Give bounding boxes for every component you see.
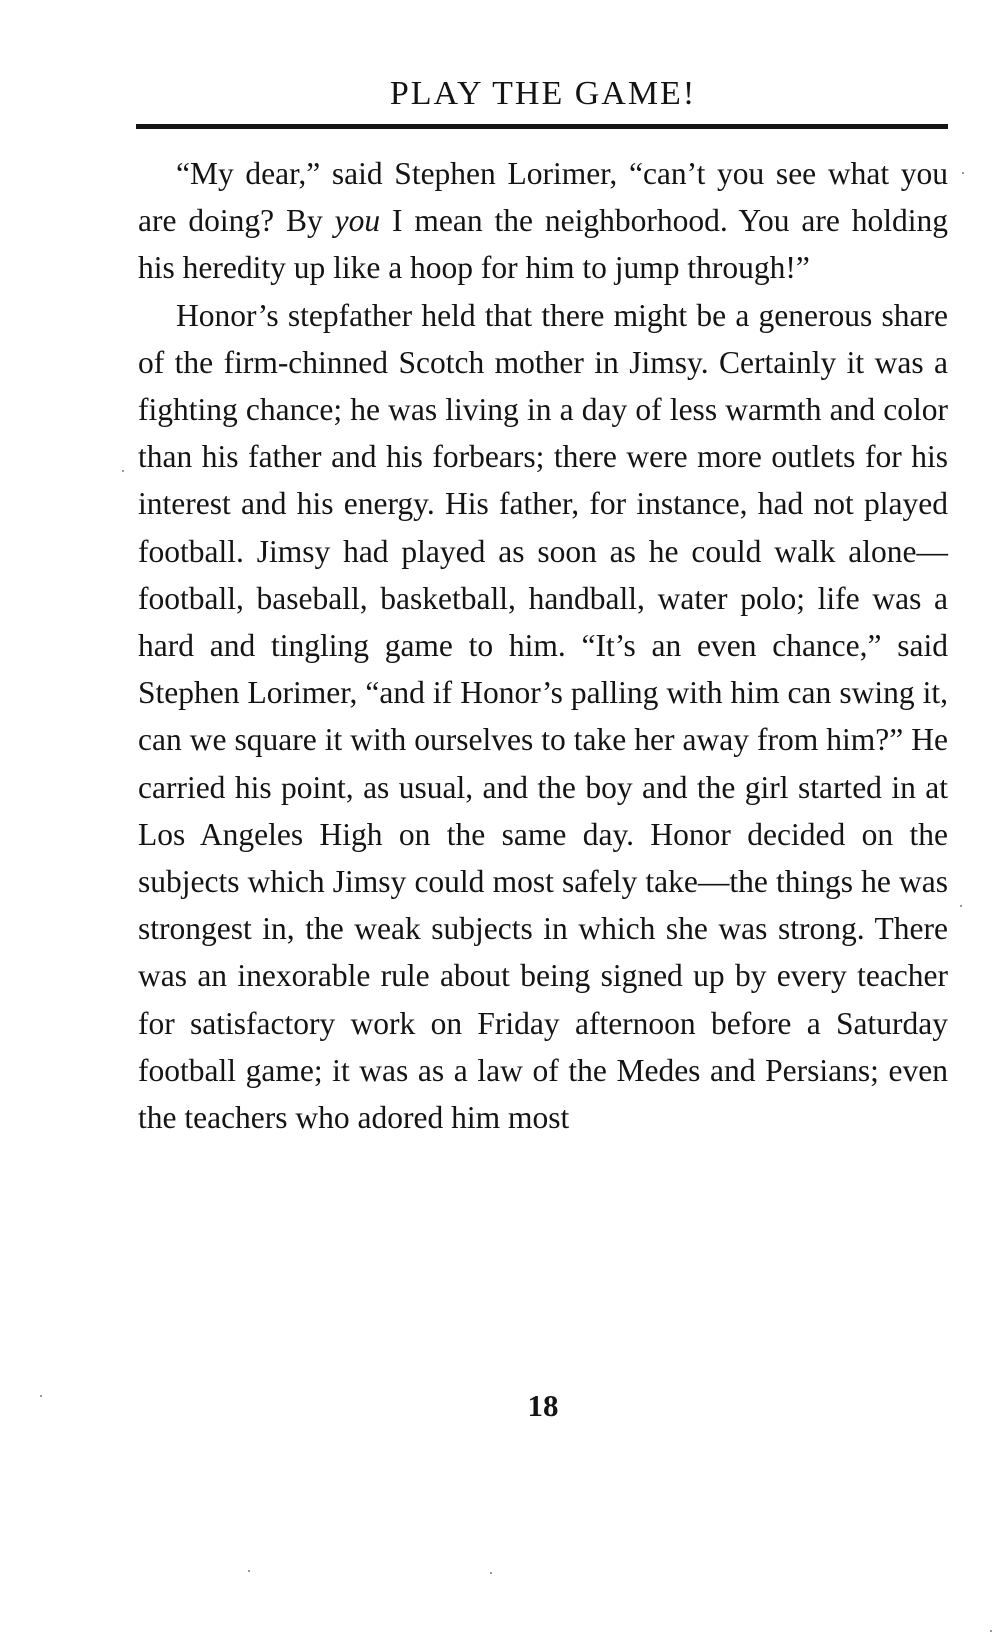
paragraph-1-text-a: “My dear,” said Stephen Lorimer, “can’t you see what you are doing? By [138,156,948,239]
paper-speck [40,1395,42,1397]
paragraph-1-emphasis: you [334,203,381,239]
paper-speck [248,1570,250,1572]
paragraph-2: Honor’s stepfather held that there might be a generous share of the firm-chinned Scotch mother in Jimsy. Certainly it was a fighting chance; he was living in a day of less warmth and color than his father and his forbears; there were more outlets for his interest and his energy. His father, for instance, had not played football. Jimsy had played as soon as he could walk alone—football, baseball, basketball, handball, water polo; life was a hard and tingling game to him. “It’s an even chance,” said Stephen Lorimer, “and if Honor’s palling with him can swing it, can we square it with ourselves to take her away from him?” He carried his point, as usual, and the boy and the girl started in at Los Angeles High on the same day. Honor decided on the subjects which Jimsy could most safely take—the things he was strongest in, the weak subjects in which she was strong. There was an inexorable rule about being signed up by every teacher for satisfactory work on Friday afternoon before a Saturday football game; it was as a law of the Medes and Persians; even the teachers who adored him most [138,297,948,1136]
page-number: 18 [527,1388,559,1423]
paragraph-1 [138,150,948,292]
paper-speck [960,905,962,907]
body-text [138,150,948,1141]
paragraph-1-text-b: I mean the neighborhood. You are holding his heredity up like a hoop for him to jump through!” [138,203,948,286]
running-head: PLAY THE GAME! [389,75,697,112]
paper-speck [962,172,964,174]
paper-speck [990,1630,992,1632]
paper-speck [122,470,124,472]
header-rule [136,124,948,129]
paper-speck [490,1572,492,1574]
